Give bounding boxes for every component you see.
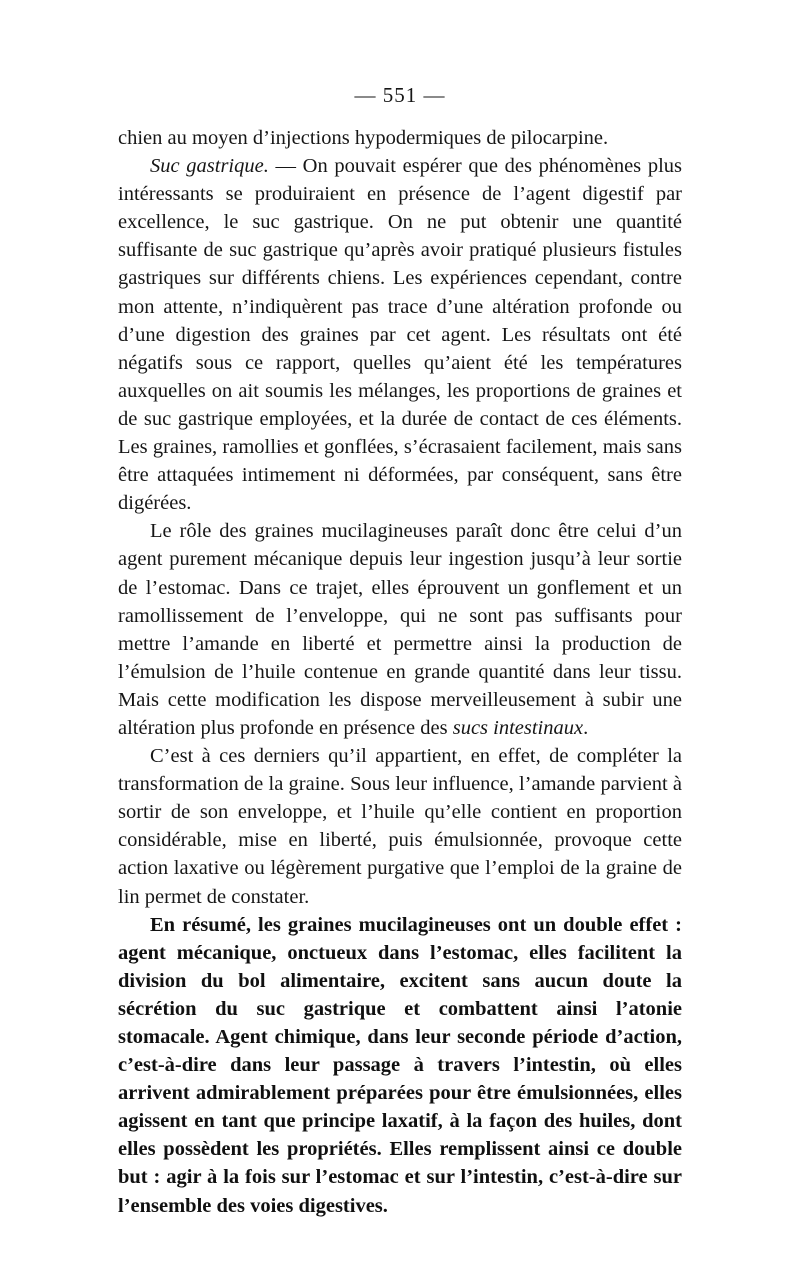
- page-number: — 551 —: [354, 83, 446, 107]
- paragraph-1: [118, 124, 682, 152]
- paragraph-5-text: En résumé, les graines mucilagineuses ont un double effet : agent mécanique, onctueux dans l’estomac, elles facilitent la division du bol alimentaire, excitent sans aucun doute la sécrétion du suc gastrique et combattent ainsi l’atonie stomacale. Agent chimique, dans leur seconde période d’action, c’est-à-dire dans leur passage à travers l’intestin, où elles arrivent admirablement préparées pour être émulsionnées, elles agissent en tant que principe laxatif, à la façon des huiles, dont elles possèdent les propriétés. Elles remplissent ainsi ce double but : agir à la fois sur l’estomac et sur l’intestin, c’est-à-dire sur l’ensemble des voies digestives.: [118, 913, 682, 1217]
- emphasis-sucs-intestinaux: sucs intestinaux: [452, 716, 584, 739]
- body-text: [118, 124, 682, 1220]
- paragraph-3-text: Le rôle des graines mucilagineuses paraît donc être celui d’un agent purement mécanique depuis leur ingestion jusqu’à leur sortie de l’estomac. Dans ce trajet, elles éprouvent un gonflement et un ramollissement de l’enveloppe, qui ne sont pas suffisants pour mettre l’amande en liberté et permettre ainsi la production de l’émulsion de l’huile contenue en grande quantité dans leur tissu. Mais cette modification les dispose merveilleusement à subir une altération plus profonde en présence des: [118, 520, 682, 739]
- paragraph-1-text: chien au moyen d’injections hypodermiques de pilocarpine.: [118, 127, 609, 149]
- paragraph-5: [118, 911, 682, 1220]
- paragraph-4-text: C’est à ces derniers qu’il appartient, en effet, de compléter la transformation de la graine. Sous leur influence, l’amande parvient à sortir de son enveloppe, et l’huile qu’elle contient en proportion considérable, mise en liberté, puis émulsionnée, provoque cette action laxative ou légèrement purgative que l’emploi de la graine de lin permet de constater.: [118, 745, 682, 908]
- paragraph-3: [118, 517, 682, 742]
- paragraph-4: [118, 742, 682, 911]
- paragraph-2: [118, 152, 682, 517]
- paragraph-2-text: — On pouvait espérer que des phénomènes plus intéressants se produiraient en présence de l’agent digestif par excellence, le suc gastrique. On ne put obtenir une quantité suffisante de suc gastrique qu’après avoir pratiqué plusieurs fistules gastriques sur différents chiens. Les expériences cependant, contre mon attente, n’indiquèrent pas trace d’une altération profonde ou d’une digestion des graines par cet agent. Les résultats ont été négatifs sous ce rapport, quelles qu’aient été les températures auxquelles on ait soumis les mélanges, les proportions de graines et de suc gastrique employées, et la durée de contact de ces éléments. Les graines, ramollies et gonflées, s’écrasaient facilement, mais sans être attaquées intimement ni déformées, par conséquent, sans être digérées.: [118, 155, 682, 515]
- paragraph-3-end: .: [583, 716, 589, 739]
- section-heading-suc-gastrique: Suc gastrique.: [150, 155, 269, 178]
